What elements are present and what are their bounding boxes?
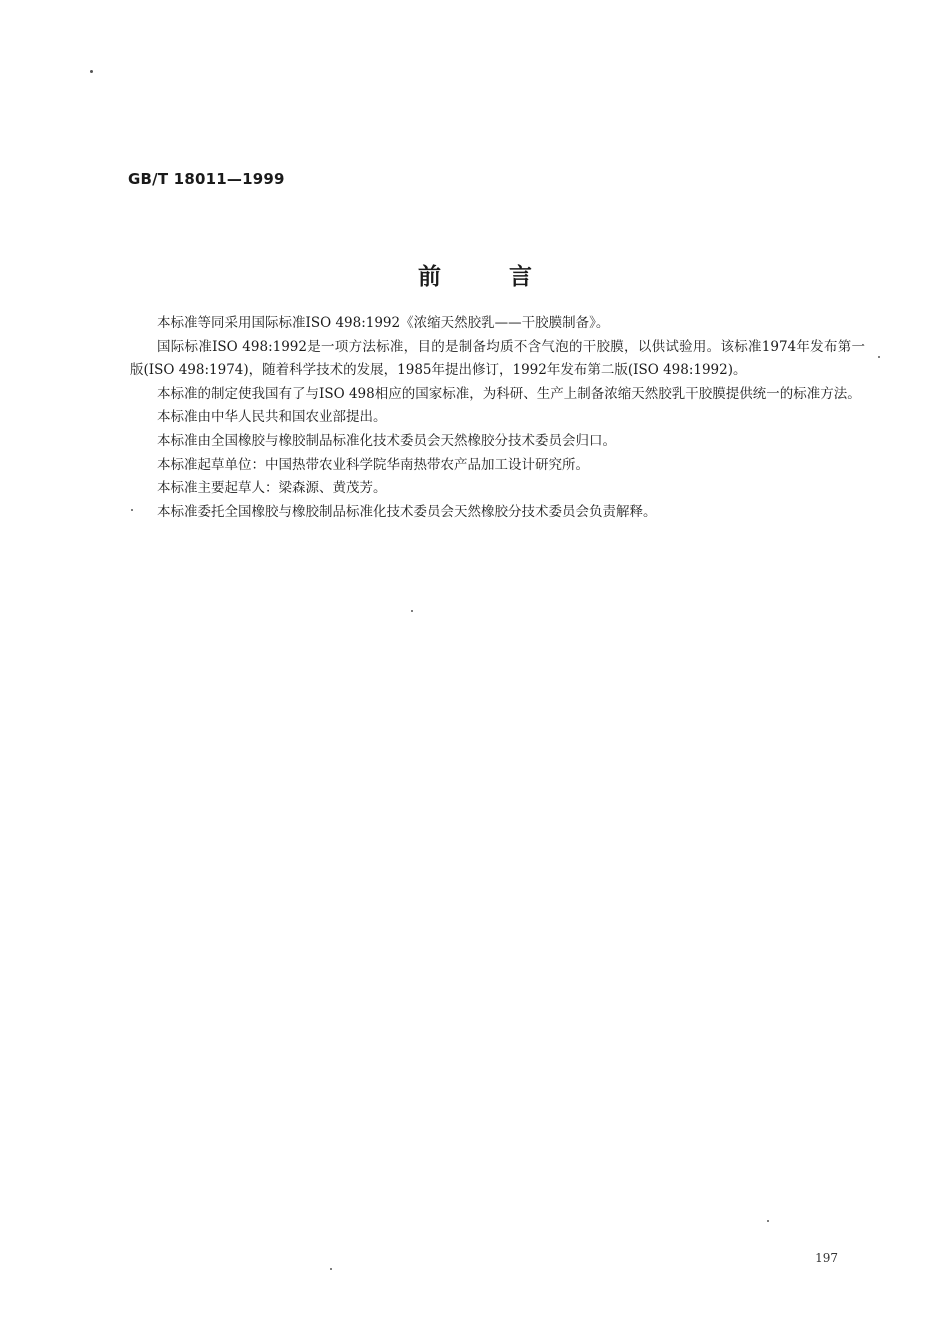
foreword-body xyxy=(130,312,865,524)
paragraph: 本标准等同采用国际标准ISO 498:1992《浓缩天然胶乳——干胶膜制备》。 xyxy=(157,315,610,331)
paragraph: 本标准由全国橡胶与橡胶制品标准化技术委员会天然橡胶分技术委员会归口。 xyxy=(157,432,616,449)
scan-speck xyxy=(330,1268,332,1270)
page-number: 197 xyxy=(815,1251,838,1265)
scan-speck xyxy=(878,356,880,358)
paragraph: 本标准的制定使我国有了与ISO 498相应的国家标准，为科研、生产上制备浓缩天然胶乳干胶膜提供统一的标准方法。 xyxy=(157,385,861,402)
paragraph: 本标准由中华人民共和国农业部提出。 xyxy=(157,409,387,426)
page-title: 前言 xyxy=(418,264,600,290)
scan-speck xyxy=(411,610,413,612)
standard-code: GB/T 18011—1999 xyxy=(128,170,285,188)
paragraph: 本标准委托全国橡胶与橡胶制品标准化技术委员会天然橡胶分技术委员会负责解释。 xyxy=(157,503,657,520)
paragraph: 本标准起草单位：中国热带农业科学院华南热带农产品加工设计研究所。 xyxy=(157,456,589,473)
paragraph: 国际标准ISO 498:1992是一项方法标准，目的是制备均质不含气泡的干胶膜，以供试验用。该标准1974年发布第一版(ISO 498:1974)，随着科学技术的发展，1985年提出修订，1992年发布第二版(ISO 498:1992)。 xyxy=(130,338,865,379)
scan-speck xyxy=(131,509,133,511)
scan-speck xyxy=(90,70,93,73)
scan-speck xyxy=(767,1220,769,1222)
paragraph: 本标准主要起草人：梁森源、黄茂芳。 xyxy=(157,480,387,497)
